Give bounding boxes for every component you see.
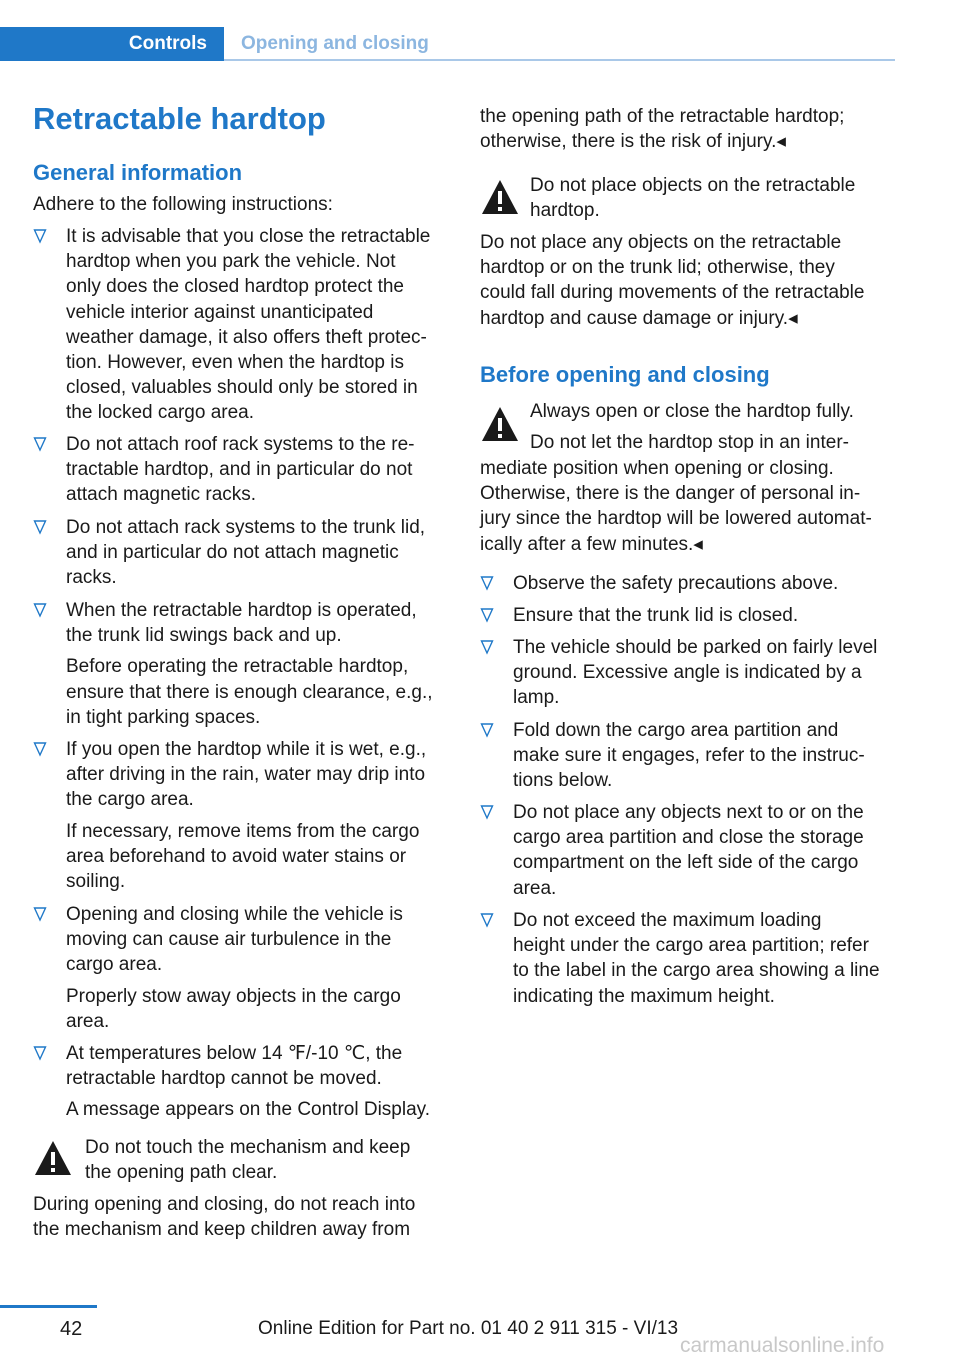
- triangle-bullet-icon: [480, 803, 494, 821]
- body-text-objects: Do not place any objects on the retractable hardtop or on the trunk lid; otherwise, they could fall during movements of the retractable hardtop and cause damage or injury.◂: [480, 232, 865, 329]
- footer-rule: [0, 1305, 97, 1308]
- triangle-bullet-icon: [33, 435, 47, 453]
- warning-triangle-icon: [480, 405, 520, 443]
- body-text-mechanism: During opening and closing, do not reach into the mechanism and keep children away from: [33, 1194, 416, 1241]
- list-item-text: Ensure that the trunk lid is closed.: [513, 605, 799, 626]
- warning-triangle-icon: [33, 1139, 73, 1177]
- list-item-text: Opening and closing while the vehicle is moving can cause air turbulence in the cargo area.: [66, 904, 403, 976]
- header-rule: [224, 59, 895, 61]
- page-number: 42: [60, 1318, 83, 1340]
- list-item-text: Fold down the cargo area partition and make sure it engages, refer to the instruc‐ tions below.: [513, 720, 865, 792]
- list-item-note: If necessary, remove items from the cargo area beforehand to avoid water stains or soiling.: [66, 820, 420, 892]
- warning-text-objects: Do not place objects on the retractable hardtop.: [530, 175, 856, 222]
- triangle-bullet-icon: [33, 1044, 47, 1062]
- continued-text: the opening path of the retractable hardtop; otherwise, there is the risk of injury.◂: [480, 106, 845, 153]
- subtitle-general-information: General information: [33, 160, 243, 185]
- watermark: carmanualsonline.info: [680, 1334, 885, 1357]
- triangle-bullet-icon: [480, 606, 494, 624]
- list-item-text: The vehicle should be parked on fairly level ground. Excessive angle is indicated by a lamp.: [513, 637, 878, 709]
- list-item-note: A message appears on the Control Display.: [66, 1099, 431, 1121]
- list-item-note: Properly stow away objects in the cargo area.: [66, 985, 401, 1032]
- warning-text-mechanism: Do not touch the mechanism and keep the opening path clear.: [85, 1137, 411, 1184]
- triangle-bullet-icon: [33, 227, 47, 245]
- section-title: Opening and closing: [241, 33, 429, 54]
- triangle-bullet-icon: [480, 721, 494, 739]
- triangle-bullet-icon: [33, 740, 47, 758]
- triangle-bullet-icon: [480, 574, 494, 592]
- list-item-text: At temperatures below 14 ℉/-10 ℃, the retractable hardtop cannot be moved.: [66, 1043, 403, 1090]
- triangle-bullet-icon: [33, 518, 47, 536]
- list-item-text: When the retractable hardtop is operated, the trunk lid swings back and up.: [66, 600, 417, 647]
- list-item-text: Observe the safety precautions above.: [513, 573, 839, 594]
- list-item-text: If you open the hardtop while it is wet, e.g., after driving in the rain, water may drip into the cargo area.: [66, 739, 427, 811]
- list-item-text: Do not exceed the maximum loading height under the cargo area partition; refer to the label in the cargo area showing a line indicating the maximum height.: [513, 910, 880, 1007]
- edition-note: Online Edition for Part no. 01 40 2 911 315 - VI/13: [258, 1318, 679, 1339]
- chapter-tab: Controls: [0, 27, 224, 61]
- triangle-bullet-icon: [33, 905, 47, 923]
- warning-triangle-icon: [480, 178, 520, 216]
- intro-text: Adhere to the following instructions:: [33, 194, 333, 215]
- list-item-note: Before operating the retractable hardtop, ensure that there is enough clearance, e.g., in tight parking spaces.: [66, 656, 433, 728]
- list-item-text: Do not place any objects next to or on the cargo area partition and close the storage compartment on the left side of the cargo area.: [513, 802, 864, 899]
- triangle-bullet-icon: [480, 911, 494, 929]
- running-header: [0, 27, 895, 61]
- list-item-text: It is advisable that you close the retractable hardtop when you park the vehicle. Not only does the closed hardtop protect the vehicle interior against unanticipated weather damage, it also offers theft protec‐ tion. However, even when the hardtop is closed, valuables should only be stored in the locked cargo area.: [66, 226, 431, 424]
- page-title: Retractable hardtop: [33, 101, 326, 136]
- list-item-text: Do not attach roof rack systems to the re‐ tractable hardtop, and in particular do not attach magnetic racks.: [66, 434, 415, 506]
- warning-text-fully: Always open or close the hardtop fully. Do not let the hardtop stop in an inter‐: [530, 401, 854, 454]
- subtitle-before-opening: Before opening and closing: [480, 362, 770, 387]
- triangle-bullet-icon: [480, 638, 494, 656]
- body-text-fully: mediate position when opening or closing. Otherwise, there is the danger of personal in‐ jury since the hardtop will be lowered automat‐ ically after a few minutes.◂: [480, 458, 872, 555]
- list-item-text: Do not attach rack systems to the trunk lid, and in particular do not attach magnetic racks.: [66, 517, 426, 589]
- triangle-bullet-icon: [33, 601, 47, 619]
